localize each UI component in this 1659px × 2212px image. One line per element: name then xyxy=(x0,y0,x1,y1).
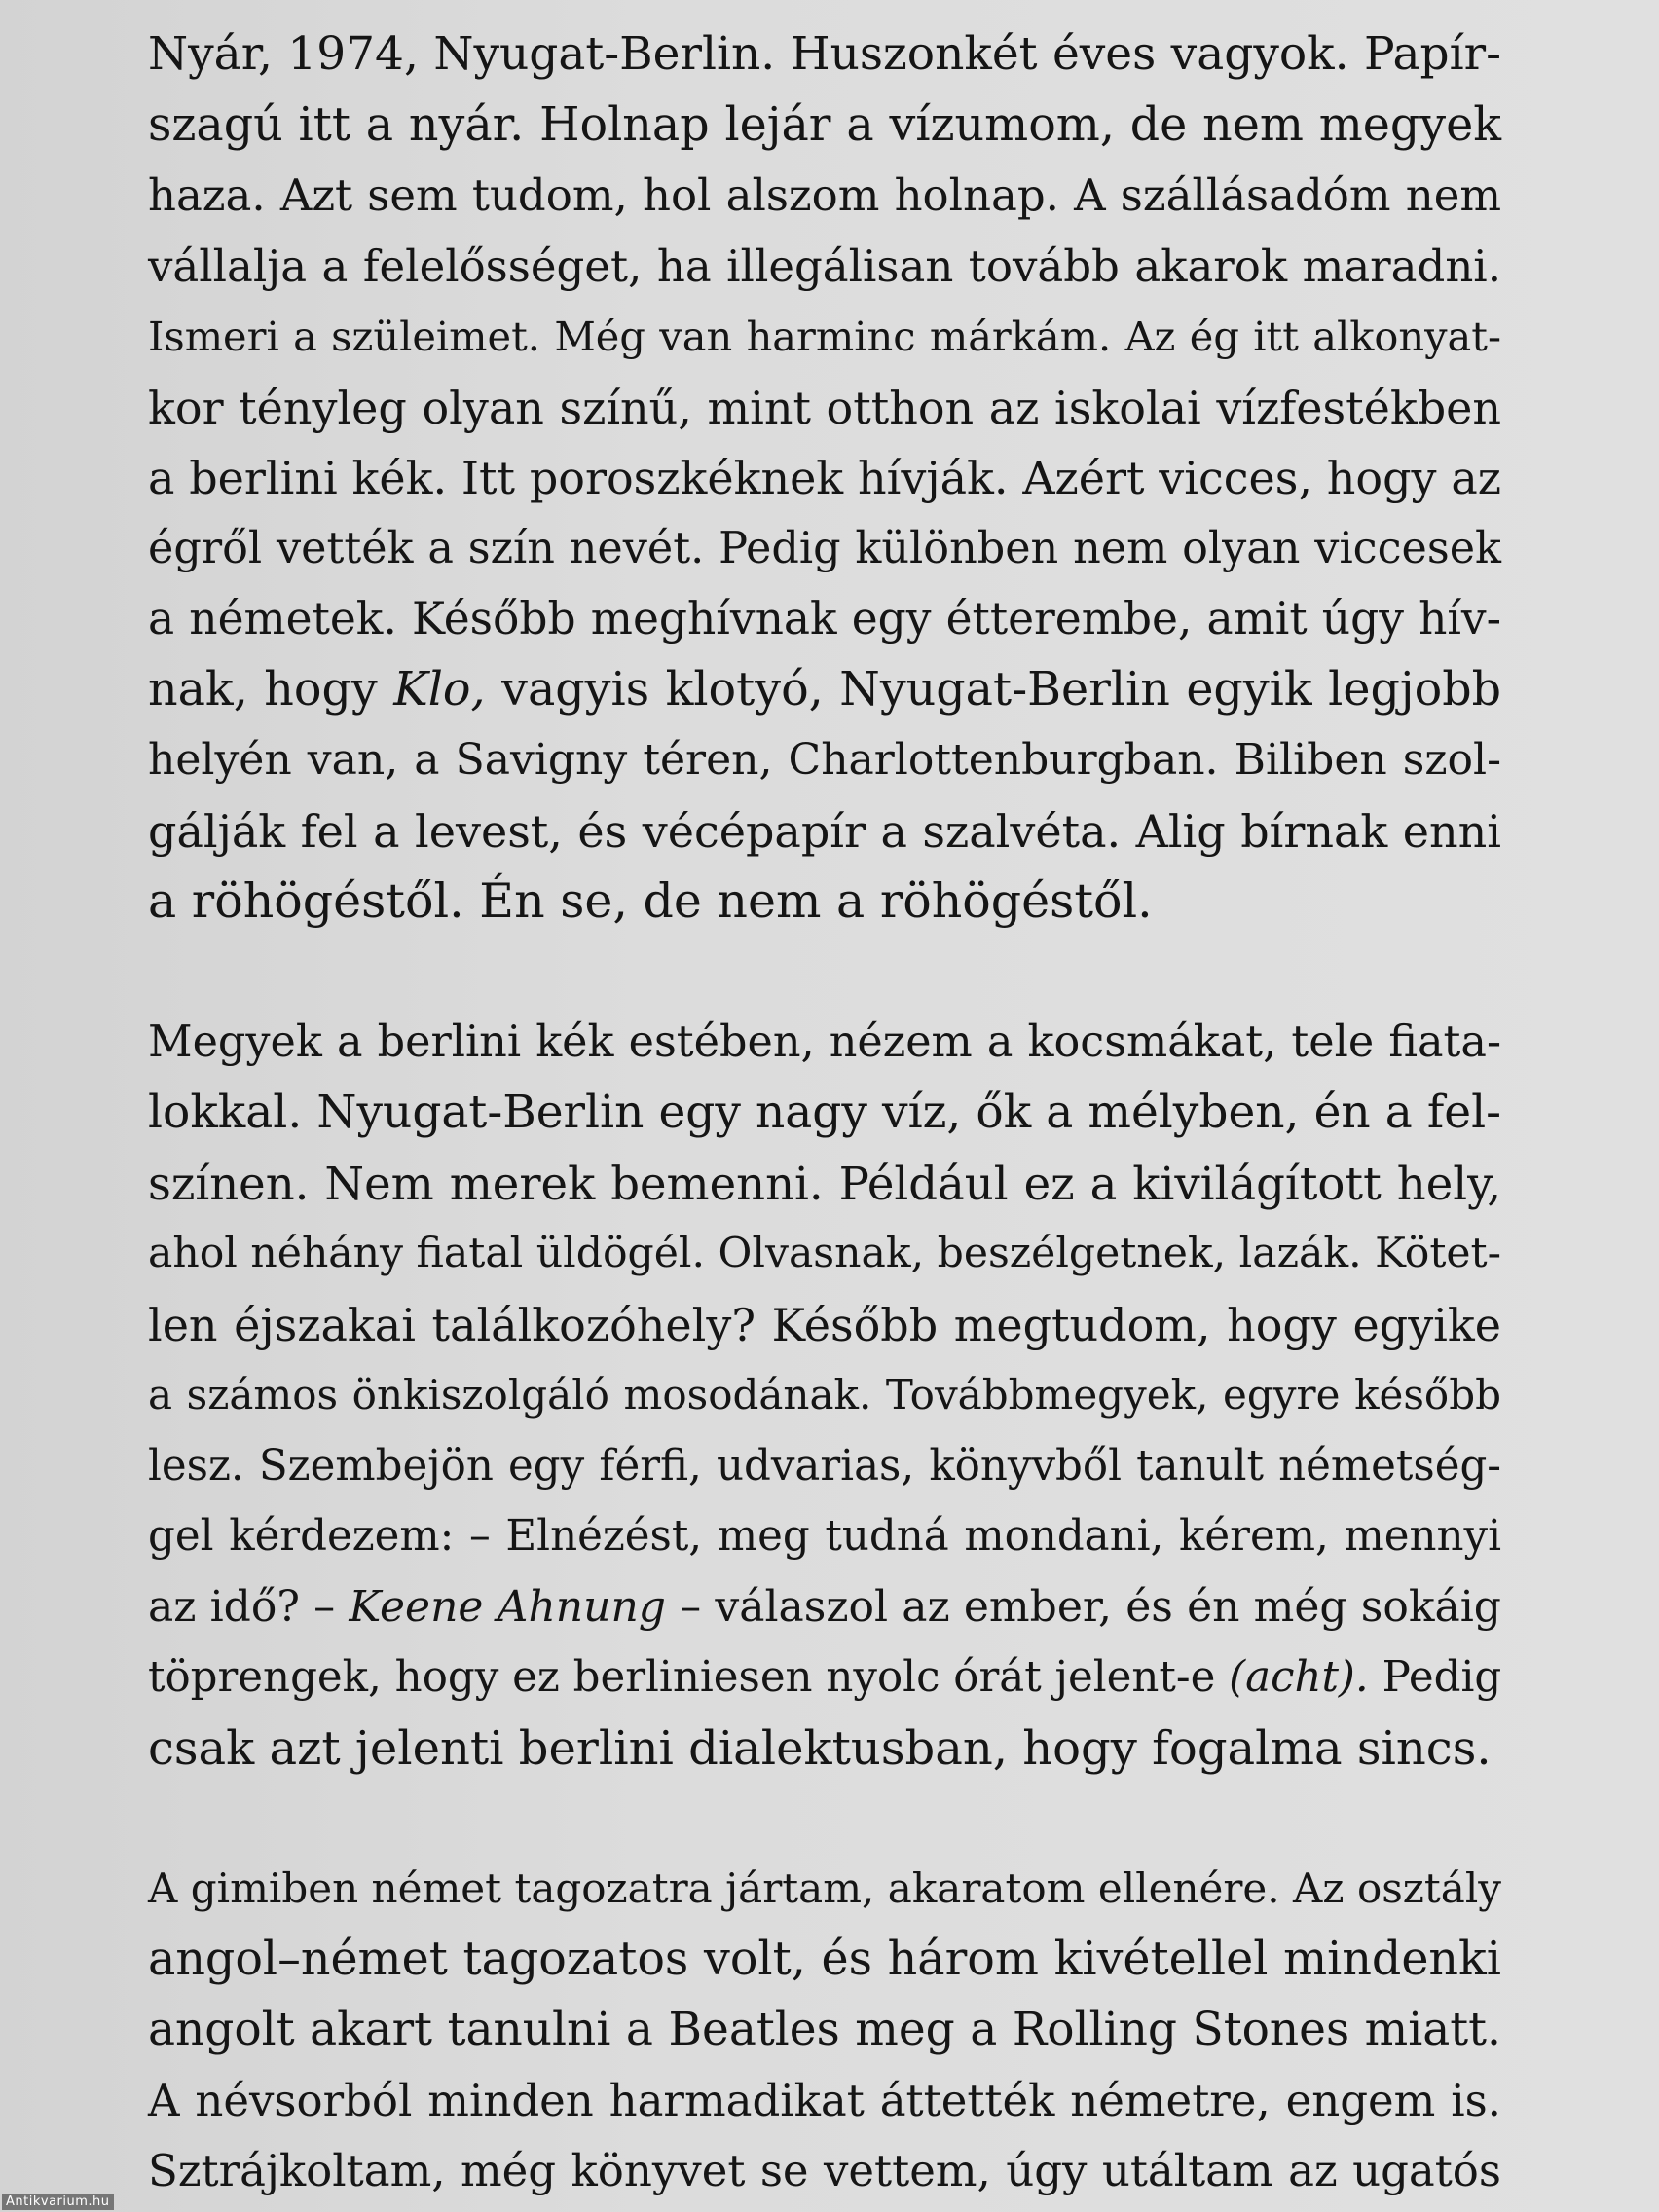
text-line: Ismeri a szüleimet. Még van harminc márkám. Az ég itt alkonyat- xyxy=(148,313,1501,360)
text-line: kor tényleg olyan színű, mint otthon az iskolai vízfestékben xyxy=(148,381,1501,434)
text-line: színen. Nem merek bemenni. Például ez a kivilágított hely, xyxy=(148,1157,1501,1210)
text-line: a berlini kék. Itt poroszkéknek hívják. Azért vicces, hogy az xyxy=(148,452,1501,504)
text-line: a németek. Később meghívnak egy étterembe, amit úgy hív- xyxy=(148,593,1501,645)
text-line: a röhögéstől. Én se, de nem a röhögéstől. xyxy=(148,873,1153,929)
text-line: csak azt jelenti berlini dialektusban, hogy fogalma sincs. xyxy=(148,1720,1492,1776)
text-line: nak, hogy Klo, vagyis klotyó, Nyugat-Berlin egyik legjobb xyxy=(148,662,1502,717)
text-line: haza. Azt sem tudom, hol alszom holnap. A szállásadóm nem xyxy=(148,169,1501,221)
text-line: gel kérdezem: – Elnézést, meg tudná mondani, kérem, mennyi xyxy=(148,1512,1501,1561)
text-line: lokkal. Nyugat-Berlin egy nagy víz, ők a mélyben, én a fel- xyxy=(148,1086,1501,1139)
text-line: A névsorból minden harmadikat áttették németre, engem is. xyxy=(148,2074,1501,2126)
watermark: Antikvarium.hu xyxy=(2,2194,114,2210)
text-line: a számos önkiszolgáló mosodának. Továbbmegyek, egyre később xyxy=(148,1371,1501,1419)
book-page xyxy=(148,19,1501,2207)
italic-phrase: Keene Ahnung xyxy=(349,1581,666,1632)
text-line: vállalja a felelősséget, ha illegálisan tovább akarok maradni. xyxy=(148,240,1501,292)
text-line: égről vették a szín nevét. Pedig különben nem olyan viccesek xyxy=(148,523,1501,573)
paragraph-gap xyxy=(148,938,1501,1008)
paragraph-2 xyxy=(148,1008,1501,1785)
paragraph-1 xyxy=(148,19,1501,938)
text-line: A gimiben német tagozatra jártam, akaratom ellenére. Az osztály xyxy=(148,1864,1501,1912)
text-line: angolt akart tanulni a Beatles meg a Rolling Stones miatt. xyxy=(148,2003,1501,2056)
text-line: angol–német tagozatos volt, és három kivétellel mindenki xyxy=(148,1932,1501,1986)
italic-word: (acht). xyxy=(1229,1653,1369,1702)
text-line: gálják fel a levest, és vécépapír a szalvéta. Alig bírnak enni xyxy=(148,804,1501,858)
text-line: helyén van, a Savigny téren, Charlottenburgban. Biliben szol- xyxy=(148,735,1501,785)
text-line: az idő? – Keene Ahnung – válaszol az ember, és én még sokáig xyxy=(148,1581,1501,1632)
italic-word: Klo, xyxy=(393,662,486,717)
paragraph-3 xyxy=(148,1854,1501,2207)
text-line: lesz. Szembejön egy férfi, udvarias, könyvből tanult németség- xyxy=(148,1441,1501,1491)
text-line: Sztrájkoltam, még könyvet se vettem, úgy utáltam az ugatós xyxy=(148,2145,1501,2196)
text-line: töprengek, hogy ez berliniesen nyolc órát jelent-e (acht). Pedig xyxy=(148,1653,1502,1702)
text-line: szagú itt a nyár. Holnap lejár a vízumom, de nem megyek xyxy=(148,97,1501,152)
text-line: Nyár, 1974, Nyugat-Berlin. Huszonkét éves vagyok. Papír- xyxy=(148,27,1501,81)
text-line: ahol néhány fiatal üldögél. Olvasnak, beszélgetnek, lazák. Kötet- xyxy=(148,1230,1501,1277)
paragraph-gap xyxy=(148,1784,1501,1854)
text-line: Megyek a berlini kék estében, nézem a kocsmákat, tele fiata- xyxy=(148,1016,1501,1067)
text-line: len éjszakai találkozóhely? Később megtudom, hogy egyike xyxy=(148,1298,1501,1351)
